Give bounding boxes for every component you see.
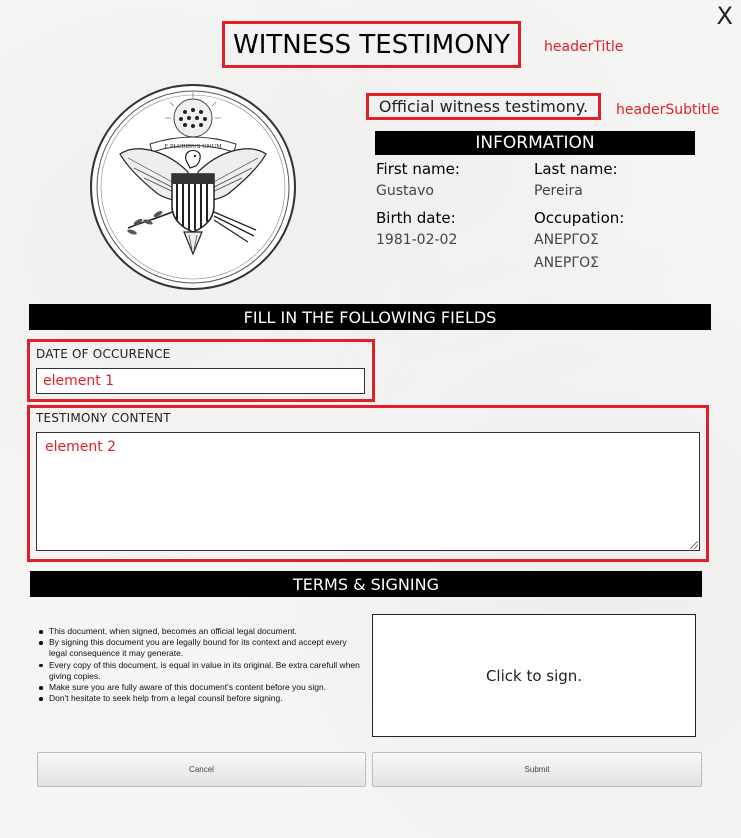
date-of-occurence-label: DATE OF OCCURENCE <box>36 347 171 361</box>
occupation-value-2: ΑΝΕΡΓΟΣ <box>534 255 600 271</box>
testimony-content-textarea[interactable] <box>36 432 700 551</box>
occupation-label: Occupation: <box>534 209 625 227</box>
subtitle-annotation-box <box>366 93 601 120</box>
date-of-occurence-input[interactable]: element 1 <box>36 368 365 394</box>
resize-grip-icon[interactable] <box>690 541 698 549</box>
submit-button[interactable]: Submit <box>372 752 702 787</box>
title-annotation-label: headerTitle <box>544 39 624 55</box>
first-name-label: First name: <box>376 160 460 178</box>
last-name-value: Pereira <box>534 183 583 199</box>
page-title: WITNESS TESTIMONY <box>233 29 510 60</box>
birth-date-label: Birth date: <box>376 209 456 227</box>
page-subtitle: Official witness testimony. <box>378 97 589 116</box>
us-great-seal-icon <box>88 82 298 292</box>
first-name-value: Gustavo <box>376 183 434 199</box>
terms-heading: TERMS & SIGNING <box>30 571 702 597</box>
information-heading: INFORMATION <box>375 131 695 155</box>
occupation-value: ΑΝΕΡΓΟΣ <box>534 232 600 248</box>
list-item: Don't hesitate to seek help from a legal counsil before signing. <box>38 693 364 704</box>
signature-box[interactable] <box>372 614 696 737</box>
signature-prompt: Click to sign. <box>485 666 583 685</box>
birth-date-value: 1981-02-02 <box>376 232 458 248</box>
list-item: Make sure you are fully aware of this document's content before you sign. <box>38 682 364 693</box>
last-name-label: Last name: <box>534 160 618 178</box>
cancel-button[interactable]: Cancel <box>37 752 366 787</box>
title-annotation-box <box>222 21 521 68</box>
testimony-content-label: TESTIMONY CONTENT <box>36 411 171 425</box>
subtitle-annotation-label: headerSubtitle <box>616 102 720 118</box>
close-button[interactable]: X <box>716 2 733 30</box>
seal-motto: E PLURIBUS UNUM <box>164 144 222 150</box>
testimony-content-value: element 2 <box>45 439 117 455</box>
fill-fields-heading: FILL IN THE FOLLOWING FIELDS <box>29 304 711 330</box>
list-item: This document, when signed, becomes an official legal document. <box>38 626 364 637</box>
list-item: Every copy of this document, is equal in value in its original. Be extra carefull when giving copies. <box>38 660 364 682</box>
terms-list <box>38 626 364 704</box>
list-item: By signing this document you are legally bound for its context and accept every legal consequence it may generate. <box>38 637 364 659</box>
